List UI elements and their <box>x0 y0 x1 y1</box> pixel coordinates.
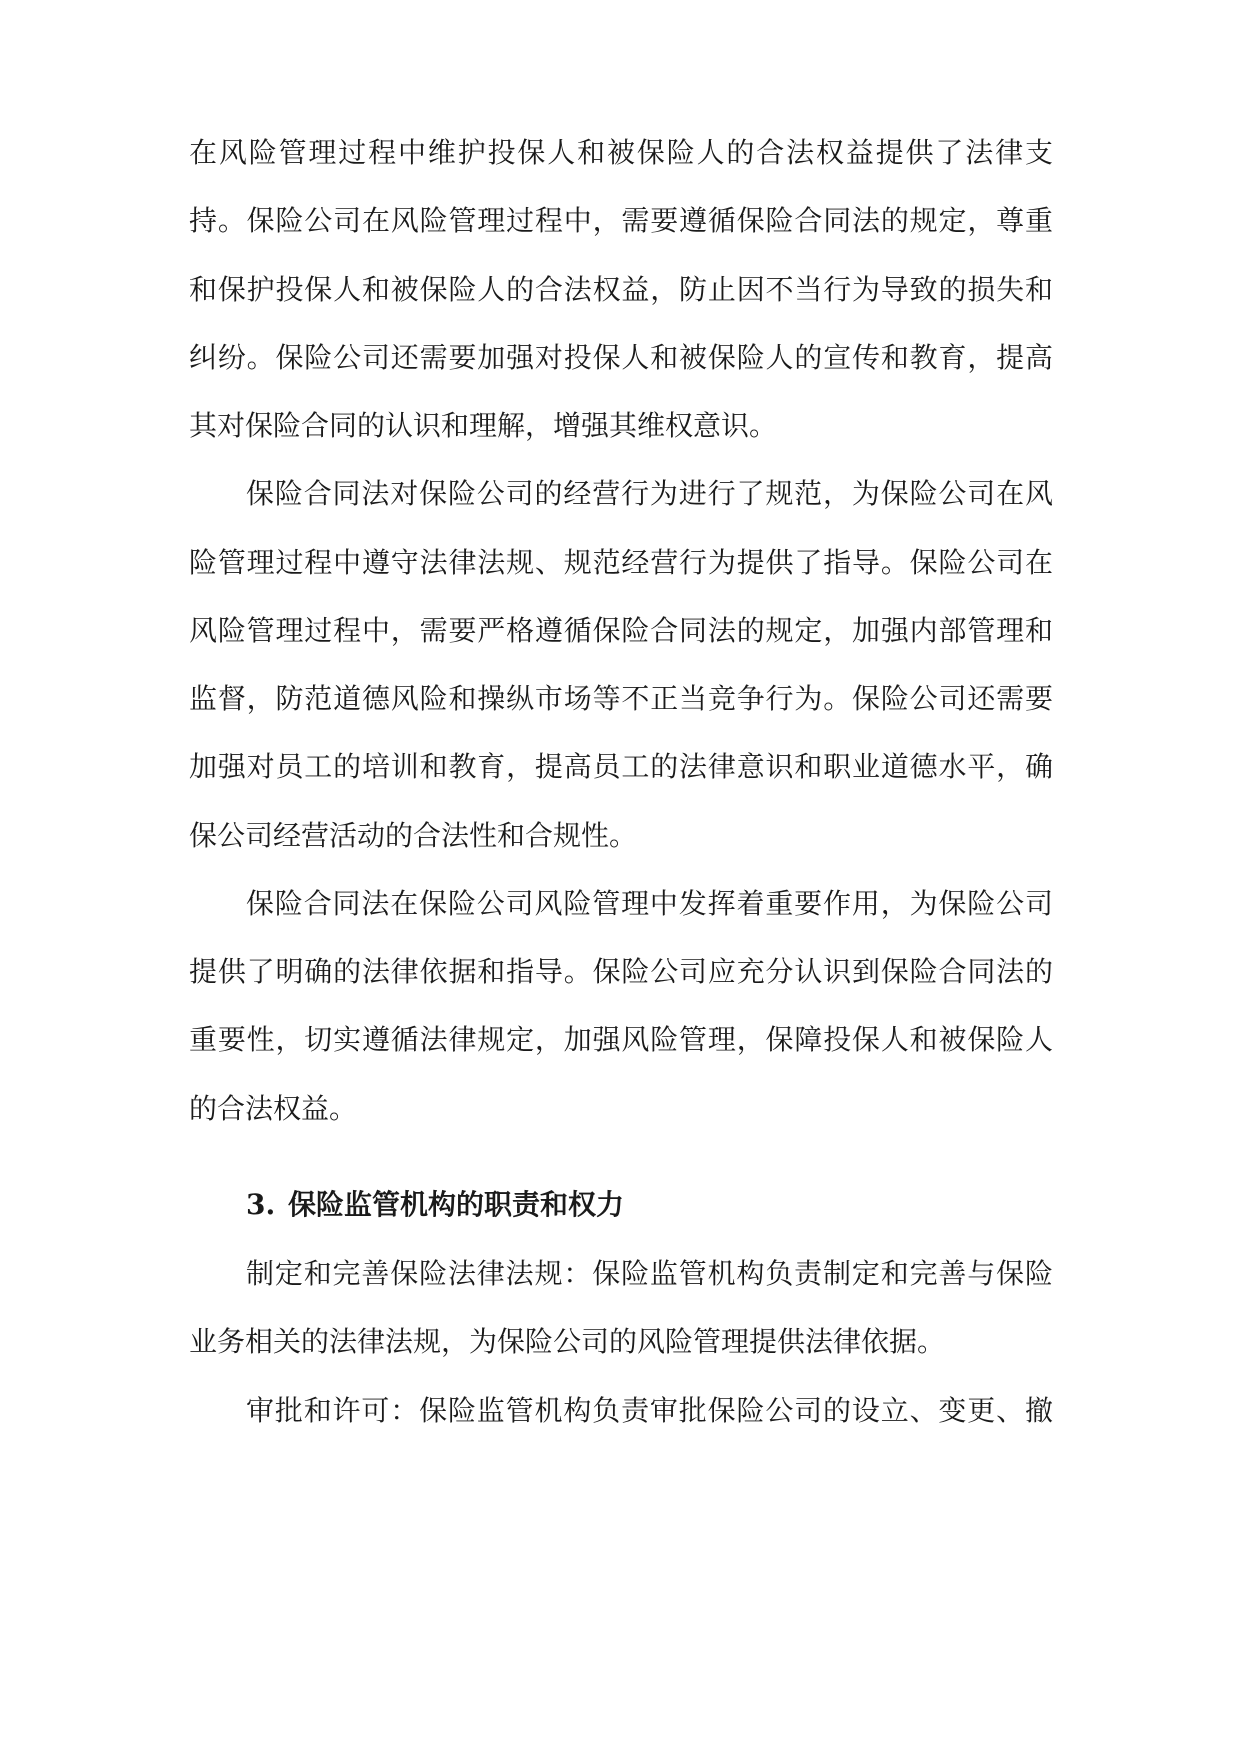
text-line: 制定和完善保险法律法规：保险监管机构负责制定和完善与保险 <box>246 1257 1053 1290</box>
text-line: 保险合同法对保险公司的经营行为进行了规范，为保险公司在风 <box>246 477 1053 510</box>
text-line: 持。保险公司在风险管理过程中，需要遵循保险合同法的规定，尊重 <box>189 204 1053 237</box>
text-line: 加强对员工的培训和教育，提高员工的法律意识和职业道德水平，确 <box>189 750 1053 783</box>
text-line: 和保护投保人和被保险人的合法权益，防止因不当行为导致的损失和 <box>189 273 1053 306</box>
text-line: 险管理过程中遵守法律法规、规范经营行为提供了指导。保险公司在 <box>189 546 1053 579</box>
text-line: 业务相关的法律法规，为保险公司的风险管理提供法律依据。 <box>189 1325 946 1358</box>
text-line: 保公司经营活动的合法性和合规性。 <box>189 819 638 852</box>
text-line: 提供了明确的法律依据和指导。保险公司应充分认识到保险合同法的 <box>189 955 1053 988</box>
text-line: 保险合同法在保险公司风险管理中发挥着重要作用，为保险公司 <box>246 887 1053 920</box>
text-line: 在风险管理过程中维护投保人和被保险人的合法权益提供了法律支 <box>189 136 1053 169</box>
text-line: 其对保险合同的认识和理解，增强其维权意识。 <box>189 409 778 442</box>
text-line: 的合法权益。 <box>189 1092 358 1125</box>
text-line: 审批和许可：保险监管机构负责审批保险公司的设立、变更、撤 <box>246 1394 1053 1427</box>
text-line: 监督，防范道德风险和操纵市场等不正当竞争行为。保险公司还需要 <box>189 682 1053 715</box>
section-heading <box>246 1180 1053 1230</box>
section-number: 3. <box>246 1188 276 1221</box>
text-line: 纠纷。保险公司还需要加强对投保人和被保险人的宣传和教育，提高 <box>189 341 1053 374</box>
text-line: 风险管理过程中，需要严格遵循保险合同法的规定，加强内部管理和 <box>189 614 1053 647</box>
text-line: 重要性，切实遵循法律规定，加强风险管理，保障投保人和被保险人 <box>189 1023 1053 1056</box>
section-title: 保险监管机构的职责和权力 <box>288 1188 625 1221</box>
